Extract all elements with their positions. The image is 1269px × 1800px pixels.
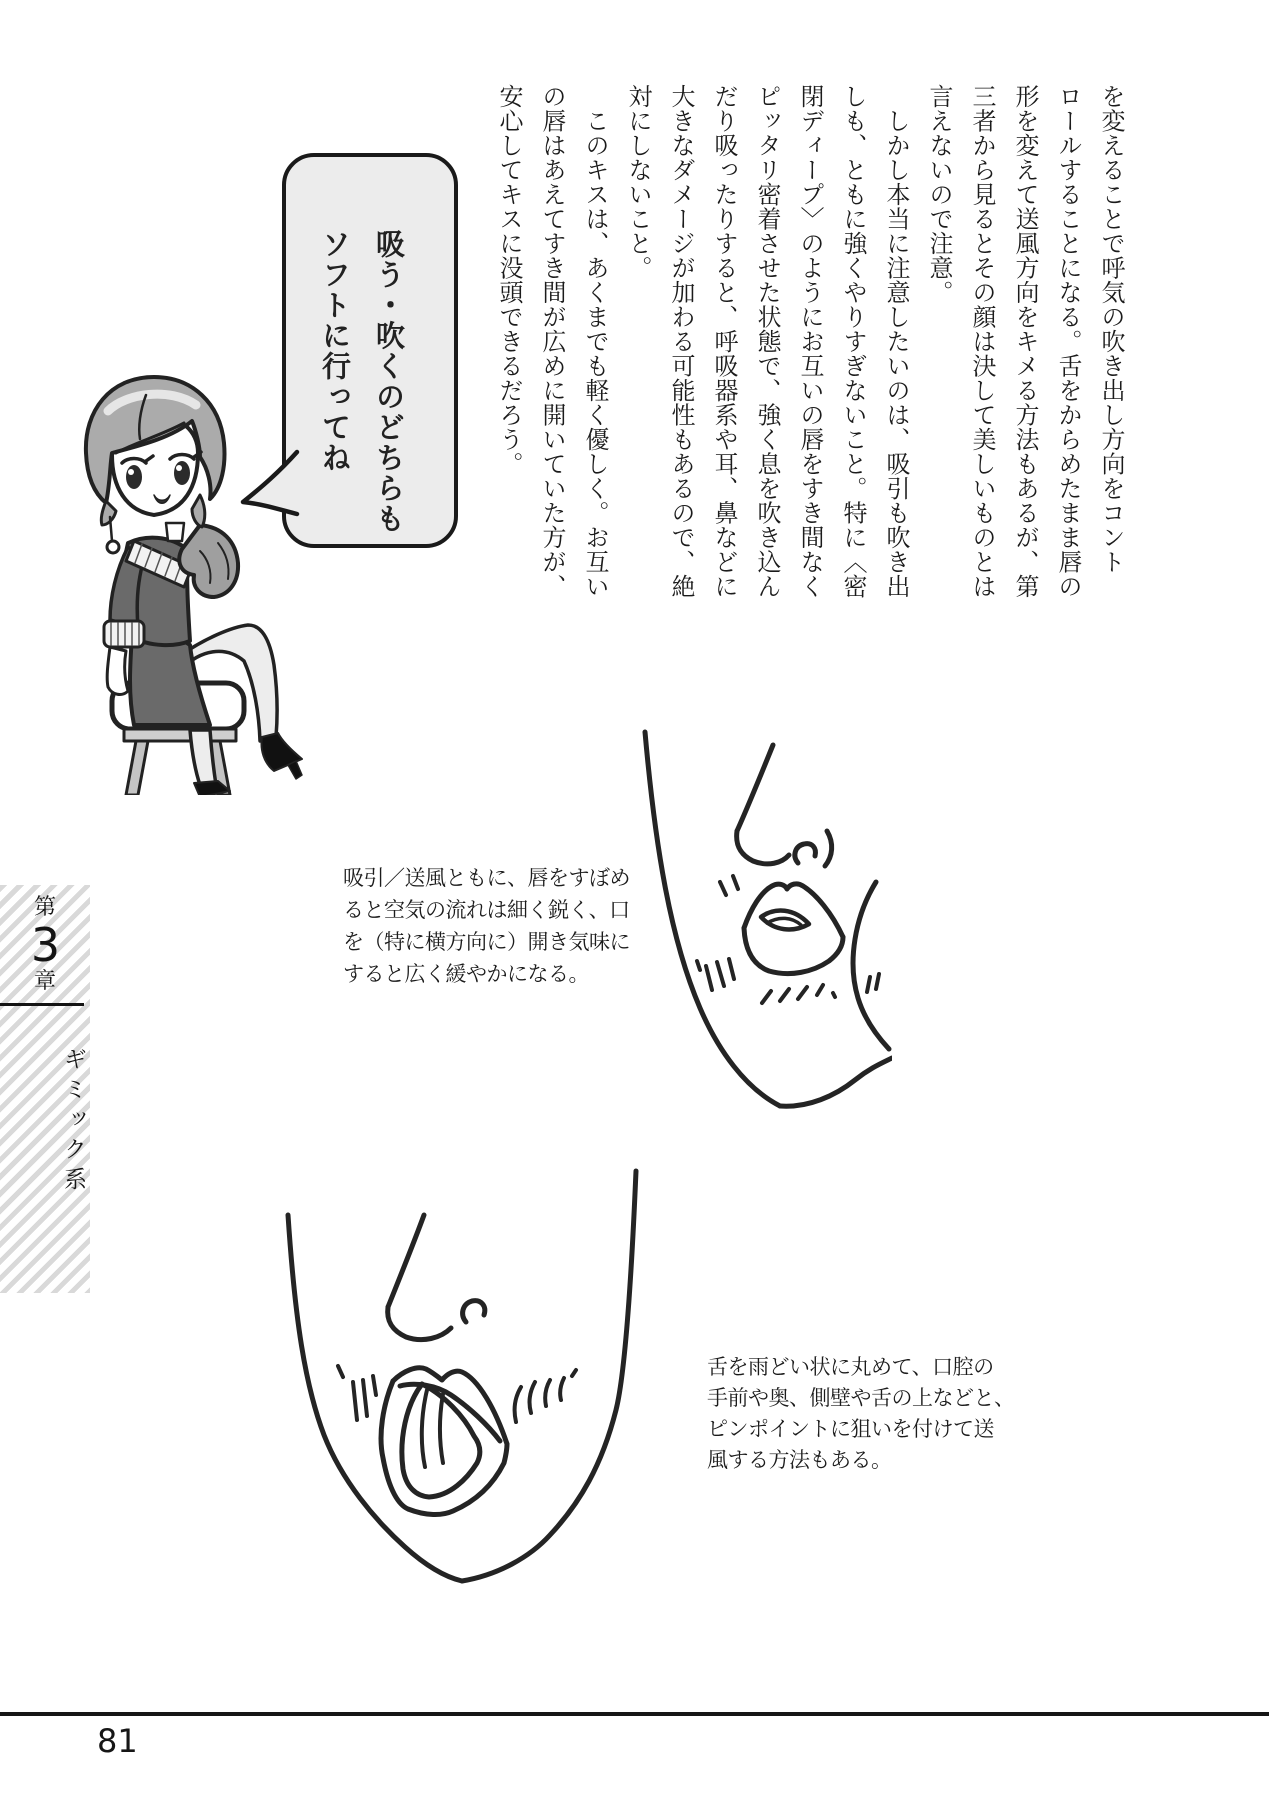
chapter-suffix: 章 — [33, 969, 56, 994]
text-column: だり吸ったりすると、呼吸器系や耳、鼻などに — [710, 84, 738, 599]
text-column: 大きなダメージが加わる可能性もあるので、絶 — [667, 84, 695, 599]
caption-line: 吸引／送風ともに、唇をすぼめ — [343, 866, 630, 890]
caption-line: すると広く緩やかになる。 — [343, 962, 589, 986]
rolled-tongue-face-drawing — [250, 1075, 650, 1635]
text-column: このキスは、あくまでも軽く優しく。お互い — [581, 84, 609, 599]
text-column: を変えることで呼気の吹き出し方向をコント — [1097, 84, 1125, 574]
caption-line: ると空気の流れは細く鋭く、口 — [343, 898, 630, 922]
text-column: 言えないので注意。 — [925, 84, 953, 305]
text-column: 対にしないこと。 — [624, 84, 652, 280]
article-vertical-text — [487, 84, 1132, 602]
text-column: ロールすることになる。舌をからめたまま唇の — [1054, 84, 1082, 599]
caption-line: 風する方法もある。 — [707, 1448, 892, 1472]
chapter-prefix: 第 — [33, 895, 56, 920]
text-column: ピッタリ密着させた状態で、強く息を吹き込ん — [753, 84, 781, 599]
caption-pursed-lips — [343, 862, 653, 990]
caption-line: ピンポイントに狙いを付けて送 — [707, 1417, 994, 1441]
chapter-number: 3 — [30, 918, 60, 972]
speech-bubble-text — [308, 229, 416, 539]
text-column: しかし本当に注意したいのは、吸引も吹き出 — [882, 84, 910, 599]
text-column: しも、ともに強くやりすぎないこと。特に〈密 — [839, 84, 867, 599]
footer-rule — [0, 1712, 1269, 1716]
speech-bubble — [282, 153, 458, 548]
caption-rolled-tongue — [707, 1352, 1037, 1476]
speech-line: ソフトに行ってね — [318, 229, 352, 473]
page-number: 81 — [97, 1722, 138, 1760]
chapter-divider — [0, 1003, 84, 1006]
chapter-tab — [0, 885, 90, 1293]
text-column: 形を変えて送風方向をキメる方法もあるが、第 — [1011, 84, 1039, 599]
speech-line: 吸う・吹くのどちらも — [372, 229, 406, 534]
chapter-heading — [0, 895, 90, 995]
text-column: 安心してキスに没頭できるだろう。 — [495, 84, 523, 476]
caption-line: 手前や奥、側壁や舌の上などと、 — [707, 1386, 1015, 1410]
text-column: 三者から見るとその顔は決して美しいものとは — [968, 84, 996, 599]
text-column: の唇はあえてすき間が広めに開いていた方が、 — [538, 84, 566, 599]
caption-line: を（特に横方向に）開き気味に — [343, 930, 630, 954]
caption-line: 舌を雨どい状に丸めて、口腔の — [707, 1355, 994, 1379]
chapter-category: ギミック系 — [60, 1047, 86, 1197]
text-column: 閉ディープ〉のようにお互いの唇をすき間なく — [796, 84, 824, 599]
speech-bubble-tail — [233, 446, 305, 520]
